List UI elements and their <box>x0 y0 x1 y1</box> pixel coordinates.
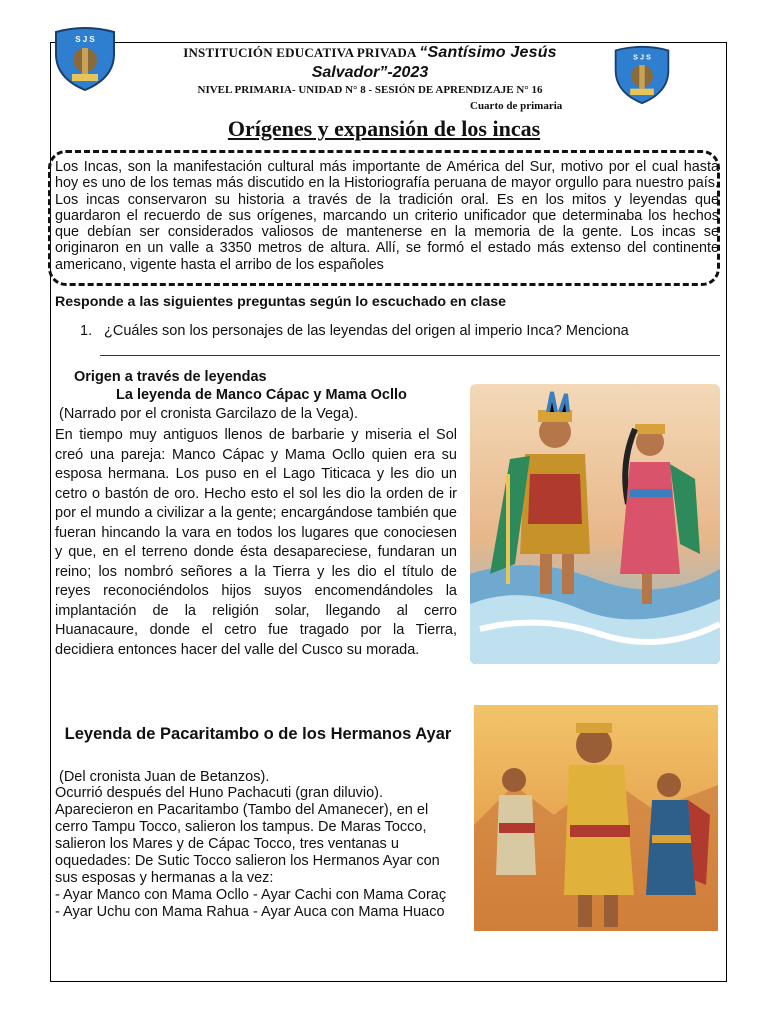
school-logo-left <box>52 26 118 92</box>
school-logo-right <box>612 44 672 106</box>
section1-body: En tiempo muy antiguos llenos de barbarie y miseria el Sol creó una pareja: Manco Cápac y Mama Ocllo quien era su esposa hermana. Los puso en el Lago Titicaca y les dio un cetro o bastón de oro. Hecho esto el sol les dio la orden de ir por el mundo a civilizar a la gente; encargándose también que fueran hincando la vara en todos los lugares que conociesen y que, en el terreno donde ésta desapareciese, fundaran un reino; los nombró señores a la Tierra y les dio el título de reyes reconociéndolos hijos suyos encomendándoles la implantación de la religión solar, llegando al cerro Huanacaure, donde el cetro fue tragado por la Tierra, decidiera entonces hacer del valle del Cusco su morada. <box>55 427 457 658</box>
section2-line: - Ayar Uchu con Mama Rahua - Ayar Auca con Mama Huaco <box>55 904 445 920</box>
svg-text:S J S: S J S <box>633 52 651 62</box>
page-title: Orígenes y expansión de los incas <box>227 116 541 141</box>
manco-capac-illustration <box>470 384 720 664</box>
grade-label: Cuarto de primaria <box>470 100 563 112</box>
svg-text:S J S: S J S <box>75 35 95 44</box>
section2-line: Aparecieron en Pacaritambo (Tambo del Amanecer), en el cerro Tampu Tocco, salieron los tampus. De Maras Tocco, salieron los Mares y de Cápac Tocco, tres ventanas u oquedades: De Sutic Tocco salieron los Hermanos Ayar con sus esposas y hermanas a la vez: <box>55 802 440 886</box>
school-name-part2: Salvador”-2023 <box>311 64 429 81</box>
section2-narrator: (Del cronista Juan de Betanzos). <box>59 769 270 785</box>
session-line: NIVEL PRIMARIA- UNIDAD N° 8 - SESIÓN DE APRENDIZAJE N° 16 <box>197 84 543 96</box>
section2-line: - Ayar Manco con Mama Ocllo - Ayar Cachi con Mama Coraç <box>55 887 447 903</box>
header-institution <box>130 44 610 62</box>
answer-line[interactable] <box>100 355 720 356</box>
instruction: Responde a las siguientes preguntas según lo escuchado en clase <box>55 294 506 310</box>
school-name-part1: “Santísimo Jesús <box>419 44 557 61</box>
hermanos-ayar-illustration <box>474 705 718 931</box>
intro-text: Los Incas, son la manifestación cultural más importante de América del Sur, motivo por el cual hasta hoy es uno de los temas más discutido en la Historiografía peruana de mayor orgullo para nuestro país. Los incas conservaron su historia a través de la tradición oral. Es en los mitos y leyendas que guardaron el recuerdo de sus orígenes, marcando un criterio unificador que determinaba los hechos que debían ser considerados valiosos de mantenerse en la memoria de la gente. Los incas se originaron en un valle a 3350 metros de altura. Allí, se formó el estado más extenso del continente americano, vigente hasta el arribo de los españoles <box>55 159 719 273</box>
section1-narrator: (Narrado por el cronista Garcilazo de la Vega). <box>59 406 359 422</box>
question-1 <box>80 323 629 339</box>
institution-label: INSTITUCIÓN EDUCATIVA PRIVADA <box>183 45 416 60</box>
section2-body <box>55 785 465 921</box>
section2-line: Ocurrió después del Huno Pachacuti (gran diluvio). <box>55 785 384 801</box>
section2-heading: Leyenda de Pacaritambo o de los Hermanos Ayar <box>64 725 452 743</box>
question-text: ¿Cuáles son los personajes de las leyendas del origen al imperio Inca? Menciona <box>104 323 629 339</box>
section1-subheading: La leyenda de Manco Cápac y Mama Ocllo <box>116 387 407 403</box>
question-number: 1. <box>80 323 93 339</box>
section1-heading: Origen a través de leyendas <box>74 369 267 385</box>
